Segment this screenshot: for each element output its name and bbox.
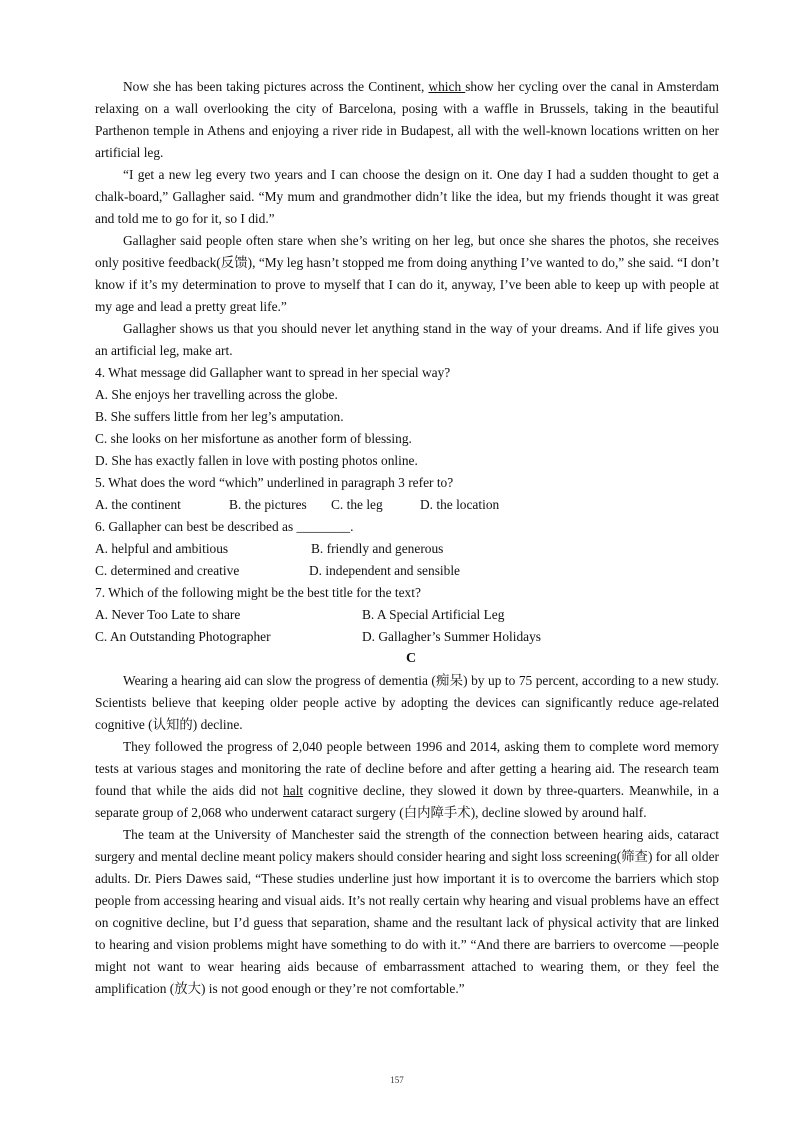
paragraph-c3: The team at the University of Manchester said the strength of the connection between hearing aids, cataract surgery and mental decline meant policy makers should consider hearing and sight loss screening(筛查) for all older adults. Dr. Piers Dawes said, “These studies underline just how important it is to overcome the barriers which stop people from accessing hearing and visual aids. It’s not really certain why hearing and visual problems have an effect on cognitive decline, but I’d guess that separation, shame and the resultant lack of physical activity that are linked to hearing and vision problems might have something to do with it.” “And there are barriers to overcome —people might not want to wear hearing aids because of embarrassment attached to wearing them, or they feel the amplification (放大) is not good enough or they’re not comfortable.”: [95, 827, 719, 996]
question-stem: 6. Gallapher can best be described as ________.: [95, 519, 354, 534]
underlined-halt: halt: [283, 783, 304, 798]
question-5: [95, 472, 719, 516]
question-6: [95, 516, 719, 582]
option-d: D. the location: [420, 497, 500, 512]
option-b: B. the pictures: [229, 497, 307, 512]
option-b: B. She suffers little from her leg’s amputation.: [95, 409, 344, 424]
option-d: D. independent and sensible: [309, 563, 460, 578]
paragraph-c1: Wearing a hearing aid can slow the progress of dementia (痴呆) by up to 75 percent, according to a new study. Scientists believe that keeping older people active by adopting the devices can significantly reduce age-related cognitive (认知的) decline.: [95, 673, 719, 732]
option-c: C. she looks on her misfortune as another form of blessing.: [95, 431, 412, 446]
page-number: 157: [390, 1075, 404, 1085]
answer-blank: ________: [296, 519, 351, 534]
paragraph-b5: Gallagher said people often stare when she’s writing on her leg, but once she shares the photos, she receives only positive feedback(反馈), “My leg hasn’t stopped me from doing anything I’ve wanted to do,” she said. “I don’t know if it’s my determination to prove to myself that I can do it, anyway, I’ve been able to keep up with people at my age and lead a pretty great life.”: [95, 233, 719, 314]
question-stem: 7. Which of the following might be the best title for the text?: [95, 585, 421, 600]
option-c: C. the leg: [331, 497, 383, 512]
question-4: [95, 362, 719, 472]
section-heading-c: C: [405, 651, 417, 666]
option-a: A. the continent: [95, 497, 181, 512]
options-row: [95, 538, 719, 560]
option-b: B. A Special Artificial Leg: [362, 607, 505, 622]
option-d: D. She has exactly fallen in love with posting photos online.: [95, 453, 418, 468]
option-b: B. friendly and generous: [311, 541, 444, 556]
document-body: [95, 76, 719, 1000]
paragraph-b6: Gallagher shows us that you should never let anything stand in the way of your dreams. And if life gives you an artificial leg, make art.: [95, 321, 719, 358]
options-row: [95, 604, 719, 626]
option-d: D. Gallagher’s Summer Holidays: [362, 629, 542, 644]
paragraph-b3: Now she has been taking pictures across the Continent, which show her cycling over the canal in Amsterdam relaxing on a wall overlooking the city of Barcelona, posing with a waffle in Brussels, taking in the beautiful Parthenon temple in Athens and enjoying a river ride in Budapest, all with the well-known locations written on her artificial leg.: [95, 79, 719, 160]
question-stem: 5. What does the word “which” underlined in paragraph 3 refer to?: [95, 475, 454, 490]
options-row: [95, 626, 719, 648]
paragraph-b4: “I get a new leg every two years and I can choose the design on it. One day I had a sudden thought to get a chalk-board,” Gallagher said. “My mum and grandmother didn’t like the idea, but my friends thought it was great and told me to go for it, so I did.”: [95, 167, 719, 226]
option-a: A. helpful and ambitious: [95, 541, 229, 556]
options-row: [95, 494, 719, 516]
underlined-which: which: [428, 79, 466, 94]
options-row: [95, 560, 719, 582]
option-a: A. She enjoys her travelling across the globe.: [95, 387, 338, 402]
option-a: A. Never Too Late to share: [95, 607, 241, 622]
option-c: C. determined and creative: [95, 563, 240, 578]
question-7: [95, 582, 719, 648]
option-c: C. An Outstanding Photographer: [95, 629, 271, 644]
question-stem: 4. What message did Gallapher want to spread in her special way?: [95, 365, 451, 380]
paragraph-c2: They followed the progress of 2,040 people between 1996 and 2014, asking them to complete word memory tests at various stages and monitoring the rate of decline before and after getting a hearing aid. The research team found that while the aids did not halt cognitive decline, they slowed it down by three-quarters. Meanwhile, in a separate group of 2,068 who underwent cataract surgery (白内障手术), decline slowed by around half.: [95, 739, 719, 820]
